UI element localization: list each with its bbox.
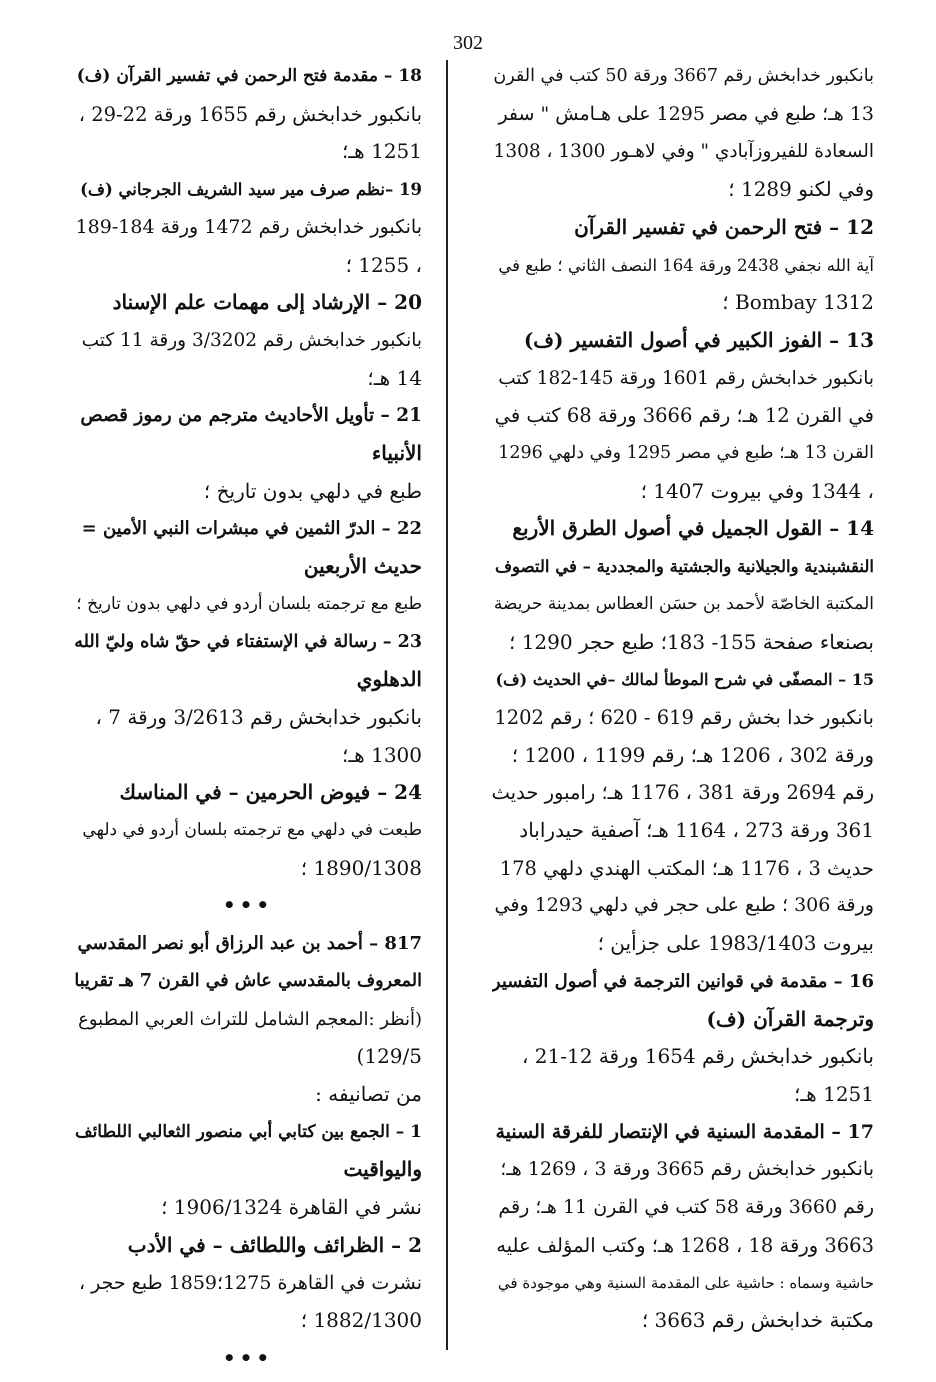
entry-text: بانكبور خدا بخش رقم 619 - 620 ؛ رقم 1202 — [494, 705, 874, 729]
entry-heading: الأنبياء — [371, 441, 422, 466]
entry-text: 1890/1308 ؛ — [300, 855, 422, 880]
entry-text: مكتبة خدابخش رقم 3663 ؛ — [641, 1308, 874, 1333]
entry-text: (أنظر :المعجم الشامل للتراث العربي المطبوع — [78, 1008, 422, 1030]
entry-heading: 17 – المقدمة السنية في الإنتصار للفرقة السنية — [495, 1120, 874, 1143]
entry-text: بانكبور خدابخش رقم 1472 ورقة 184-189 — [75, 215, 422, 238]
entry-heading: وترجمة القرآن (ف) — [706, 1006, 874, 1031]
entry-heading: النقشبندية والجيلانية والجشتية والمجددية – في التصوف — [494, 557, 874, 577]
entry-heading: 20 – الإرشاد إلى مهمات علم الإسناد — [112, 290, 422, 315]
entry-text: 1300 هـ؛ — [341, 742, 422, 767]
entry-heading: واليواقيت — [343, 1157, 422, 1182]
entry-heading: 14 – القول الجميل في أصول الطرق الأربع — [512, 516, 874, 541]
entry-text: 1251 هـ؛ — [793, 1081, 874, 1106]
entry-text: رقم 3660 ورقة 58 كتب في القرن 11 هـ؛ رقم — [498, 1196, 874, 1219]
right-column — [492, 58, 874, 1340]
entry-heading: 22 – الدرّ الثمين في مبشرات النبي الأمين = — [81, 518, 422, 540]
entry-text: المكتبة الخاصّة لأحمد بن حسَن العطاس بمدينة حريضة — [493, 593, 874, 614]
entry-heading: الدهلوي — [356, 667, 422, 692]
entry-text: ورقة 302 ، 1206 هـ؛ رقم 1199 ، 1200 ؛ — [511, 742, 874, 767]
entry-heading: 12 – فتح الرحمن في تفسير القرآن — [574, 214, 874, 239]
entry-text: وفي لكنو 1289 ؛ — [728, 177, 874, 202]
entry-text: السعادة للفيروزآبادي " وفي لاهـور 1300 ، 1308 — [493, 141, 874, 163]
entry-text: ، 1255 ؛ — [345, 252, 422, 277]
entry-text: بانكبور خدابخش رقم 3/3202 ورقة 11 كتب — [81, 329, 422, 351]
entry-heading: المعروف بالمقدسي عاش في القرن 7 هـ تقريبا — [74, 970, 422, 991]
entry-heading: 18 – مقدمة فتح الرحمن في تفسير القرآن (ف) — [76, 66, 422, 86]
entry-heading: 24 – فيوض الحرمين – في المناسك — [119, 780, 422, 805]
entry-text: ، 1344 وفي بيروت 1407 ؛ — [640, 478, 874, 503]
entry-heading: 23 – رسالة في الإستفتاء في حقّ شاه وليّ الله — [74, 631, 422, 652]
section-separator: ••• — [222, 893, 274, 918]
entry-text: طبع مع ترجمته بلسان أردو في دلهي بدون تاريخ ؛ — [76, 593, 422, 614]
entry-heading: 2 – الظرائف واللطائف – في الأدب — [127, 1232, 422, 1257]
entry-text: 1312 Bombay ؛ — [722, 290, 874, 315]
left-column — [74, 58, 422, 1378]
entry-heading: حديث الأربعين — [303, 554, 422, 579]
entry-heading: 16 – مقدمة في قوانين الترجمة في أصول التفسير — [492, 970, 874, 992]
entry-text: بيروت 1983/1403 على جزأين ؛ — [597, 931, 874, 956]
entry-text: آية الله نجفي 2438 ورقة 164 النصف الثاني ؛ طبع في — [498, 255, 874, 275]
entry-heading: 817 – أحمد بن عبد الرزاق أبو نصر المقدسي — [77, 933, 422, 955]
entry-text: حديث 3 ، 1176 هـ؛ المكتب الهندي دلهي 178 — [499, 856, 874, 880]
entry-text: رقم 2694 ورقة 381 ، 1176 هـ؛ رامبور حديث — [492, 781, 874, 805]
entry-text: طبعت في دلهي مع ترجمته بلسان أردو في دلهي — [82, 820, 422, 841]
entry-text: بصنعاء صفحة 155- 183؛ طبع حجر 1290 ؛ — [508, 629, 874, 654]
column-divider — [446, 60, 448, 1350]
entry-heading: 19 –نظم صرف مير سيد الشريف الجرجاني (ف) — [80, 180, 422, 200]
entry-heading: 15 – المصفّى في شرح الموطأ لمالك –في الحديث (ف) — [495, 670, 874, 690]
entry-text: بانكبور خدابخش رقم 3667 ورقة 50 كتب في القرن — [493, 66, 874, 86]
entry-text: من تصانيفه : — [315, 1081, 422, 1106]
entry-heading: 21 – تأويل الأحاديث مترجم من رموز قصص — [80, 405, 422, 427]
entry-text: طبع في دلهي بدون تاريخ ؛ — [203, 478, 422, 503]
section-separator: ••• — [222, 1345, 274, 1370]
entry-heading: 1 – الجمع بين كتابي أبي منصور الثعالبي اللطائف — [74, 1121, 422, 1142]
entry-text: 361 ورقة 273 ، 1164 هـ؛ آصفية حيدراباد — [519, 818, 874, 843]
entry-text: بانكبور خدابخش رقم 1601 ورقة 145-182 كتب — [498, 367, 874, 389]
entry-text: 1882/1300 ؛ — [300, 1308, 422, 1333]
entry-text: بانكبور خدابخش رقم 3665 ورقة 3 ، 1269 هـ؛ — [500, 1158, 874, 1181]
entry-text: نشر في القاهرة 1906/1324 ؛ — [161, 1195, 422, 1220]
page-number: 302 — [453, 32, 483, 54]
entry-text: 13 هـ؛ طبع في مصر 1295 على هـامش " سفر — [498, 102, 874, 125]
entry-text: نشرت في القاهرة 1275؛1859 طبع حجر ، — [78, 1271, 422, 1294]
entry-text: 129/5) — [356, 1044, 422, 1069]
entry-text: 1251 هـ؛ — [341, 139, 422, 164]
entry-text: بانكبور خدابخش رقم 3/2613 ورقة 7 ، — [95, 704, 422, 729]
entry-text: بانكبور خدابخش رقم 1654 ورقة 12-21 ، — [521, 1044, 874, 1069]
entry-text: 14 هـ؛ — [367, 365, 422, 390]
entry-text: في القرن 12 هـ؛ رقم 3666 ورقة 68 كتب في — [494, 404, 874, 428]
entry-text: 3663 ورقة 18 ، 1268 هـ؛ وكتب المؤلف عليه — [496, 1233, 874, 1257]
entry-heading: 13 – الفوز الكبير في أصول التفسير (ف) — [523, 327, 874, 352]
entry-text: بانكبور خدابخش رقم 1655 ورقة 22-29 ، — [78, 102, 422, 126]
entry-text: حاشية وسماه : حاشية على المقدمة السنية وهي موجودة في — [497, 1273, 874, 1292]
entry-text: القرن 13 هـ؛ طبع في مصر 1295 وفي دلهي 1296 — [498, 443, 874, 464]
entry-text: ورقة 306 ؛ طبع على حجر في دلهي 1293 وفي — [494, 894, 874, 917]
